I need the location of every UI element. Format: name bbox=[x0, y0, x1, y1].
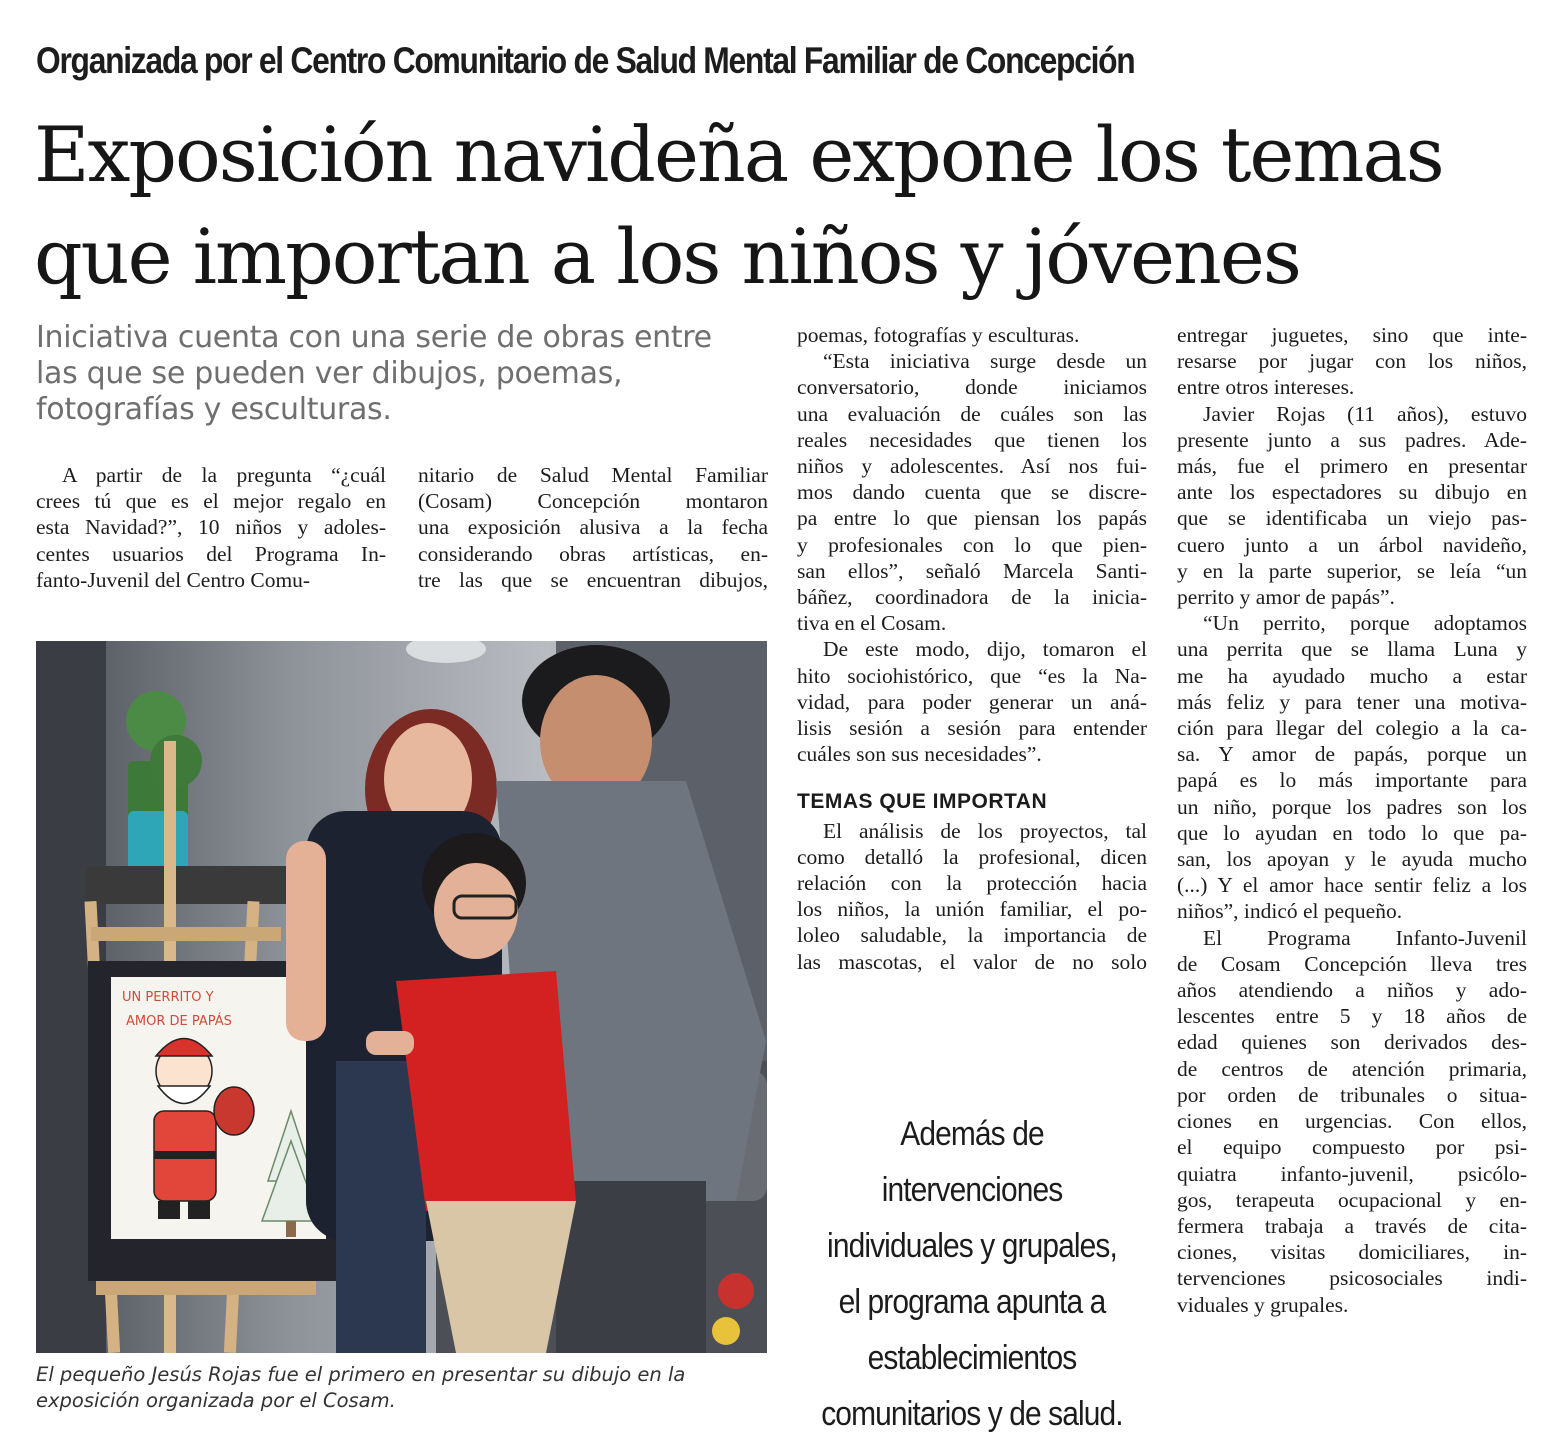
text-line: relación con la protección hacia bbox=[797, 871, 1147, 896]
text-line: (...) Y el amor hace sentir feliz a los bbox=[1177, 873, 1527, 898]
pull-quote-line: establecimientos bbox=[867, 1339, 1077, 1377]
pull-quote-line: el programa apunta a bbox=[838, 1283, 1106, 1321]
text-line: fermera trabaja a través de cita- bbox=[1177, 1213, 1527, 1238]
text-line: como detalló la profesional, dicen bbox=[797, 844, 1147, 869]
text-line: san, los apoyan y le ayuda mucho bbox=[1177, 847, 1527, 872]
text-line: cuero junto a un árbol navideño, bbox=[1177, 532, 1527, 557]
text-line: y en la parte superior, se leía “un bbox=[1177, 558, 1527, 583]
text-line: perrito y amor de papás”. bbox=[1177, 585, 1395, 610]
text-line: considerando obras artísticas, en- bbox=[418, 541, 768, 566]
text-line: lisis sesión a sesión para entender bbox=[797, 716, 1147, 741]
paragraph bbox=[1177, 401, 1527, 611]
text-line: esta Navidad?”, 10 niños y adoles- bbox=[36, 515, 386, 540]
text-line: conversatorio, donde iniciamos bbox=[797, 375, 1147, 400]
text-line: tiva en el Cosam. bbox=[797, 611, 947, 636]
text-line: sa. Y amor de papás, porque un bbox=[1177, 742, 1527, 767]
text-line: báñez, coordinadora de la inicia- bbox=[797, 585, 1147, 610]
article-column-4 bbox=[1177, 322, 1527, 1318]
article-column-1 bbox=[36, 462, 386, 593]
text-line: y profesionales con lo que pien- bbox=[797, 532, 1147, 557]
text-line: viduales y grupales. bbox=[1177, 1292, 1349, 1317]
text-line: quiatra infanto-juvenil, psicólo- bbox=[1177, 1161, 1527, 1186]
text-line: me ha ayudado mucho a estar bbox=[1177, 663, 1527, 688]
text-line: que lo ayudan en todo lo que pa- bbox=[1177, 820, 1527, 845]
text-line: crees tú que es el mejor regalo en bbox=[36, 489, 386, 514]
text-line: poemas, fotografías y esculturas. bbox=[797, 323, 1080, 347]
text-line: ciones en urgencias. Con ellos, bbox=[1177, 1109, 1527, 1134]
paragraph bbox=[797, 818, 1147, 975]
text-line: hito sociohistórico, que “es la Na- bbox=[797, 663, 1147, 688]
text-line: de Cosam Concepción lleva tres bbox=[1177, 951, 1527, 976]
pull-quote-line: Además de bbox=[900, 1115, 1044, 1153]
text-line: un niño, porque los padres son los bbox=[1177, 794, 1527, 819]
text-line: Javier Rojas (11 años), estuvo bbox=[1203, 401, 1527, 426]
pull-quote-line: intervenciones bbox=[881, 1171, 1063, 1209]
text-line: los niños, la unión familiar, el po- bbox=[797, 897, 1147, 922]
deck bbox=[36, 320, 776, 428]
paragraph bbox=[418, 462, 768, 593]
text-line: entre otros intereses. bbox=[1177, 375, 1355, 400]
text-line: tre las que se encuentran dibujos, bbox=[418, 567, 768, 592]
text-line: entregar juguetes, sino que inte- bbox=[1177, 323, 1527, 347]
text-line: “Esta iniciativa surge desde un bbox=[823, 349, 1147, 374]
photo-caption bbox=[36, 1362, 776, 1414]
text-line: edad quienes son derivados des- bbox=[1177, 1030, 1527, 1055]
text-line: reales necesidades que tienen los bbox=[797, 427, 1147, 452]
deck-line: fotografías y esculturas. bbox=[36, 392, 392, 427]
text-line: que se identificaba un viejo pas- bbox=[1177, 506, 1527, 531]
text-line: (Cosam) Concepción montaron bbox=[418, 489, 768, 514]
text-line: nitario de Salud Mental Familiar bbox=[418, 463, 768, 487]
paragraph bbox=[797, 636, 1147, 767]
headline-line: Exposición navideña expone los temas bbox=[34, 110, 1443, 199]
text-line: más feliz y para tener una motiva- bbox=[1177, 689, 1527, 714]
paragraph bbox=[797, 348, 1147, 636]
text-line: más, fue el primero en presentar bbox=[1177, 454, 1527, 479]
caption-line: El pequeño Jesús Rojas fue el primero en presentar su dibujo en la bbox=[36, 1363, 686, 1386]
text-line: “Un perrito, porque adoptamos bbox=[1203, 611, 1527, 636]
text-line: ciones, visitas domiciliares, in- bbox=[1177, 1240, 1527, 1265]
paragraph bbox=[1177, 925, 1527, 1318]
caption-line: exposición organizada por el Cosam. bbox=[36, 1389, 396, 1412]
drawing-text: AMOR DE PAPÁS bbox=[126, 1014, 232, 1029]
section-subhead: TEMAS QUE IMPORTAN bbox=[797, 790, 1048, 814]
text-line: las mascotas, el valor de no solo bbox=[797, 949, 1147, 974]
text-line: El análisis de los proyectos, tal bbox=[823, 818, 1147, 843]
text-line: ante los espectadores su dibujo en bbox=[1177, 480, 1527, 505]
drawing-text: UN PERRITO Y bbox=[122, 990, 214, 1005]
text-line: niños y adolescentes. Así nos fui- bbox=[797, 454, 1147, 479]
text-line: una evaluación de cuáles son las bbox=[797, 401, 1147, 426]
text-line: lescentes entre 5 y 18 años de bbox=[1177, 1004, 1527, 1029]
text-line: mos dando cuenta que se discre- bbox=[797, 480, 1147, 505]
text-line: niños”, indicó el pequeño. bbox=[1177, 899, 1403, 924]
text-line: fanto-Juvenil del Centro Comu- bbox=[36, 567, 311, 592]
text-line: pa entre lo que piensan los papás bbox=[797, 506, 1147, 531]
text-line: por orden de tribunales o situa- bbox=[1177, 1082, 1527, 1107]
text-line: vidad, para poder generar un aná- bbox=[797, 689, 1147, 714]
text-line: el equipo compuesto por psi- bbox=[1177, 1135, 1527, 1160]
text-line: ción para llegar del colegio a la ca- bbox=[1177, 716, 1527, 741]
paragraph bbox=[1177, 322, 1527, 401]
text-line: una perrita que se llama Luna y bbox=[1177, 637, 1527, 662]
text-line: cuáles son sus necesidades”. bbox=[797, 742, 1042, 767]
deck-line: Iniciativa cuenta con una serie de obras entre bbox=[36, 320, 712, 355]
text-line: una exposición alusiva a la fecha bbox=[418, 515, 768, 540]
pull-quote-line: comunitarios y de salud. bbox=[821, 1395, 1123, 1433]
article-photo bbox=[36, 641, 767, 1353]
text-line: A partir de la pregunta “¿cuál bbox=[62, 463, 386, 487]
text-line: presente junto a sus padres. Ade- bbox=[1177, 427, 1527, 452]
text-line: resarse por jugar con los niños, bbox=[1177, 349, 1527, 374]
headline bbox=[34, 104, 1534, 308]
pull-quote-line: individuales y grupales, bbox=[827, 1227, 1117, 1265]
text-line: tervenciones psicosociales indi- bbox=[1177, 1266, 1527, 1291]
article-column-3 bbox=[797, 322, 1147, 975]
kicker: Organizada por el Centro Comunitario de Salud Mental Familiar de Concepción bbox=[36, 40, 1135, 81]
text-line: san ellos”, señaló Marcela Santi- bbox=[797, 558, 1147, 583]
text-line: loleo saludable, la importancia de bbox=[797, 923, 1147, 948]
paragraph bbox=[36, 462, 386, 593]
paragraph bbox=[797, 322, 1147, 348]
article-column-2 bbox=[418, 462, 768, 593]
text-line: El Programa Infanto-Juvenil bbox=[1203, 925, 1527, 950]
family-photo-illustration bbox=[36, 641, 767, 1353]
deck-line: las que se pueden ver dibujos, poemas, bbox=[36, 356, 623, 391]
text-line: papá es lo más importante para bbox=[1177, 768, 1527, 793]
text-line: De este modo, dijo, tomaron el bbox=[823, 637, 1147, 662]
paragraph bbox=[1177, 610, 1527, 924]
text-line: de centros de atención primaria, bbox=[1177, 1056, 1527, 1081]
pull-quote bbox=[797, 1106, 1147, 1442]
text-line: centes usuarios del Programa In- bbox=[36, 541, 386, 566]
headline-line: que importan a los niños y jóvenes bbox=[34, 212, 1300, 301]
text-line: gos, terapeuta ocupacional y en- bbox=[1177, 1187, 1527, 1212]
text-line: años atendiendo a niños y ado- bbox=[1177, 978, 1527, 1003]
